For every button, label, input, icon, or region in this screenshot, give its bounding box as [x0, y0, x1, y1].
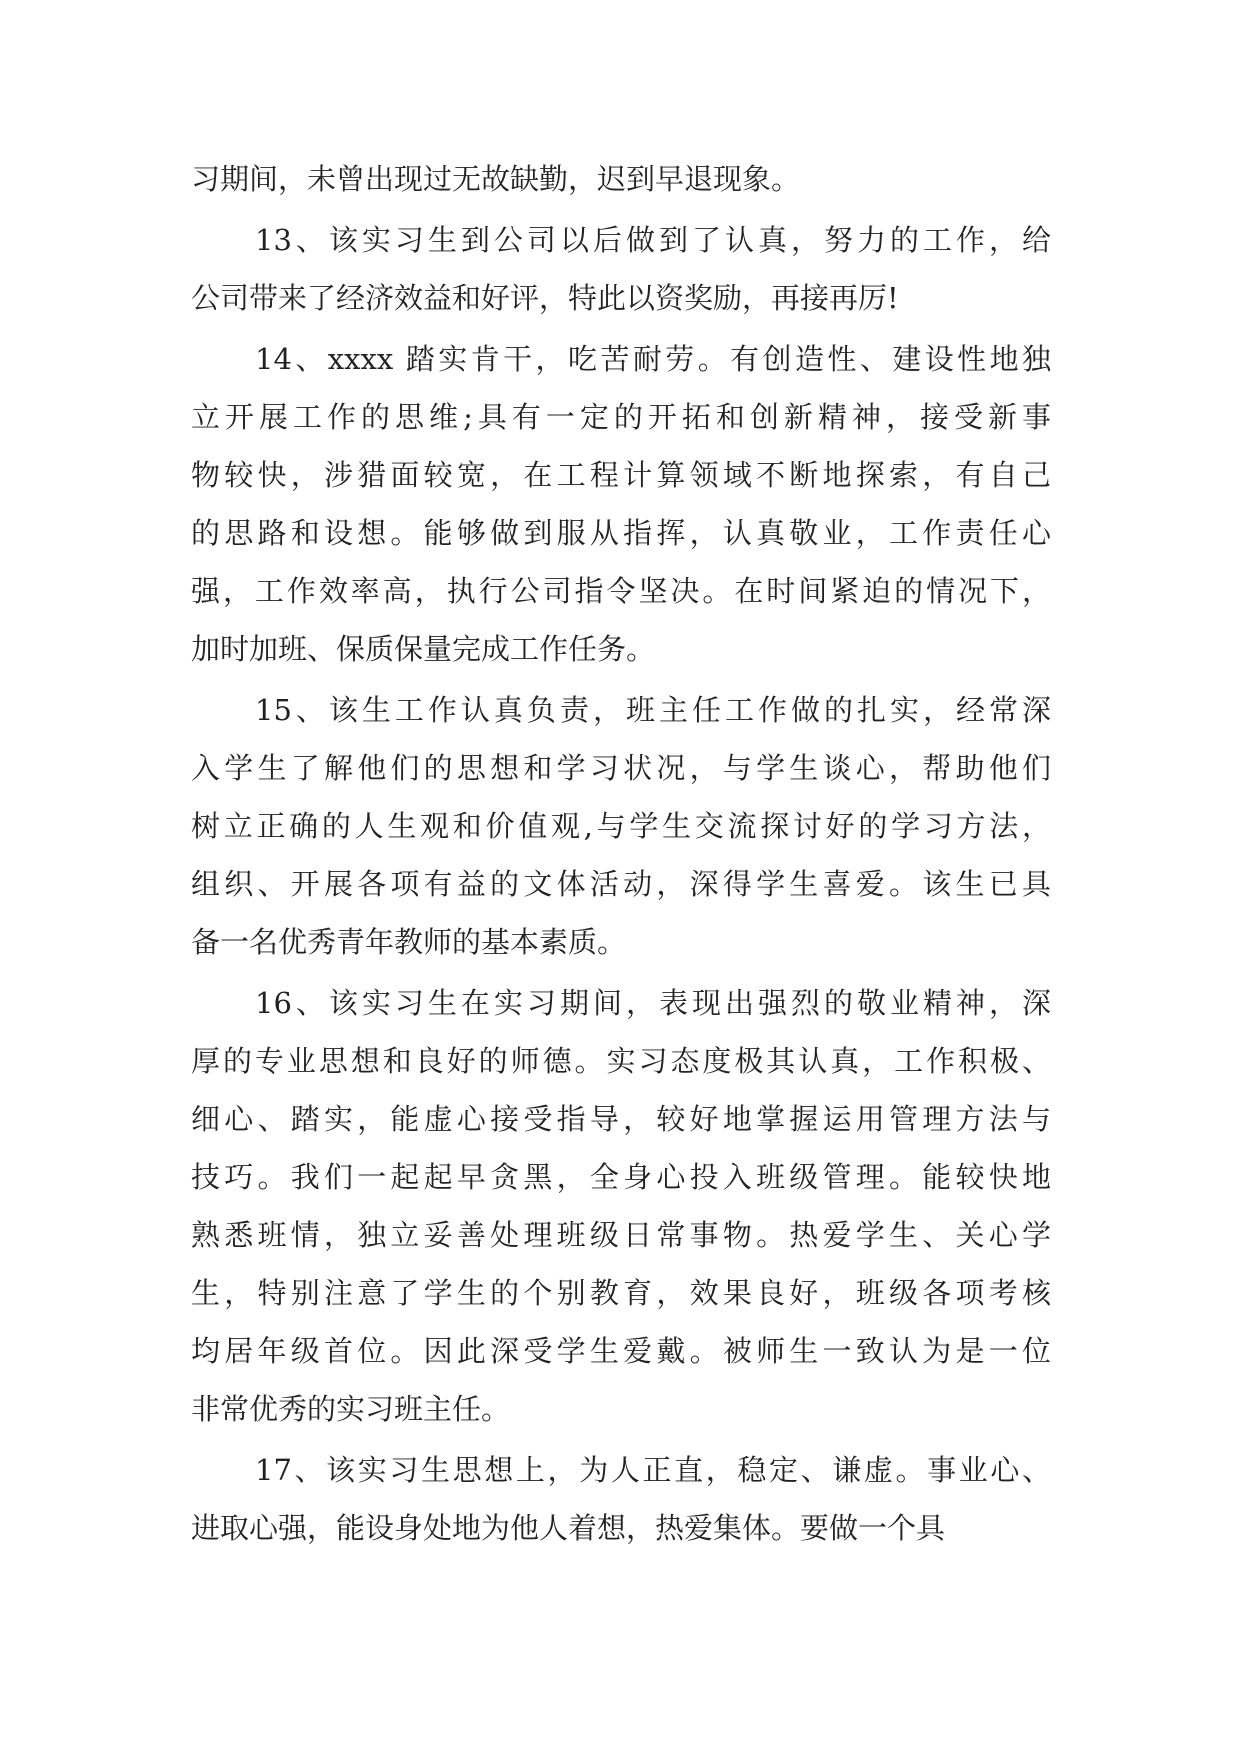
text-line: 生，特别注意了学生的个别教育，效果良好，班级各项考核 [191, 1276, 1051, 1310]
text-line: 加时加班、保质保量完成工作任务。 [191, 632, 656, 666]
text-line: 技巧。我们一起起早贪黑，全身心投入班级管理。能较快地 [191, 1160, 1051, 1194]
paragraph [191, 150, 1051, 208]
text-line: 15、该生工作认真负责，班主任工作做的扎实，经常深 [255, 693, 1051, 727]
text-line: 14、xxxx 踏实肯干，吃苦耐劳。有创造性、建设性地独 [255, 342, 1051, 376]
text-line: 均居年级首位。因此深受学生爱戴。被师生一致认为是一位 [191, 1334, 1051, 1368]
text-line: 熟悉班情，独立妥善处理班级日常事物。热爱学生、关心学 [191, 1218, 1051, 1252]
text-line: 习期间，未曾出现过无故缺勤，迟到早退现象。 [191, 162, 801, 196]
text-line: 入学生了解他们的思想和学习状况，与学生谈心，帮助他们 [191, 751, 1051, 785]
paragraph [191, 1441, 1051, 1557]
text-line: 备一名优秀青年教师的基本素质。 [191, 925, 627, 959]
text-line: 组织、开展各项有益的文体活动，深得学生喜爱。该生已具 [191, 867, 1051, 901]
document-body [191, 150, 1051, 1557]
paragraph [191, 681, 1051, 971]
text-line: 公司带来了经济效益和好评，特此以资奖励，再接再厉! [191, 281, 899, 315]
text-line: 非常优秀的实习班主任。 [191, 1392, 511, 1426]
text-line: 强，工作效率高，执行公司指令坚决。在时间紧迫的情况下， [191, 574, 1051, 608]
text-line: 进取心强，能设身处地为他人着想，热爱集体。要做一个具 [191, 1511, 946, 1545]
text-line: 13、该实习生到公司以后做到了认真，努力的工作，给 [255, 223, 1051, 257]
text-line: 立开展工作的思维;具有一定的开拓和创新精神，接受新事 [191, 400, 1051, 434]
text-line: 的思路和设想。能够做到服从指挥，认真敬业，工作责任心 [191, 516, 1051, 550]
text-line: 16、该实习生在实习期间，表现出强烈的敬业精神，深 [255, 986, 1051, 1020]
paragraph [191, 974, 1051, 1438]
text-line: 物较快，涉猎面较宽，在工程计算领域不断地探索，有自己 [191, 458, 1051, 492]
paragraph [191, 211, 1051, 327]
paragraph [191, 330, 1051, 678]
text-line: 树立正确的人生观和价值观,与学生交流探讨好的学习方法， [191, 809, 1051, 843]
text-line: 厚的专业思想和良好的师德。实习态度极其认真，工作积极、 [191, 1044, 1051, 1078]
text-line: 17、该实习生思想上，为人正直，稳定、谦虚。事业心、 [255, 1453, 1051, 1487]
text-line: 细心、踏实，能虚心接受指导，较好地掌握运用管理方法与 [191, 1102, 1051, 1136]
